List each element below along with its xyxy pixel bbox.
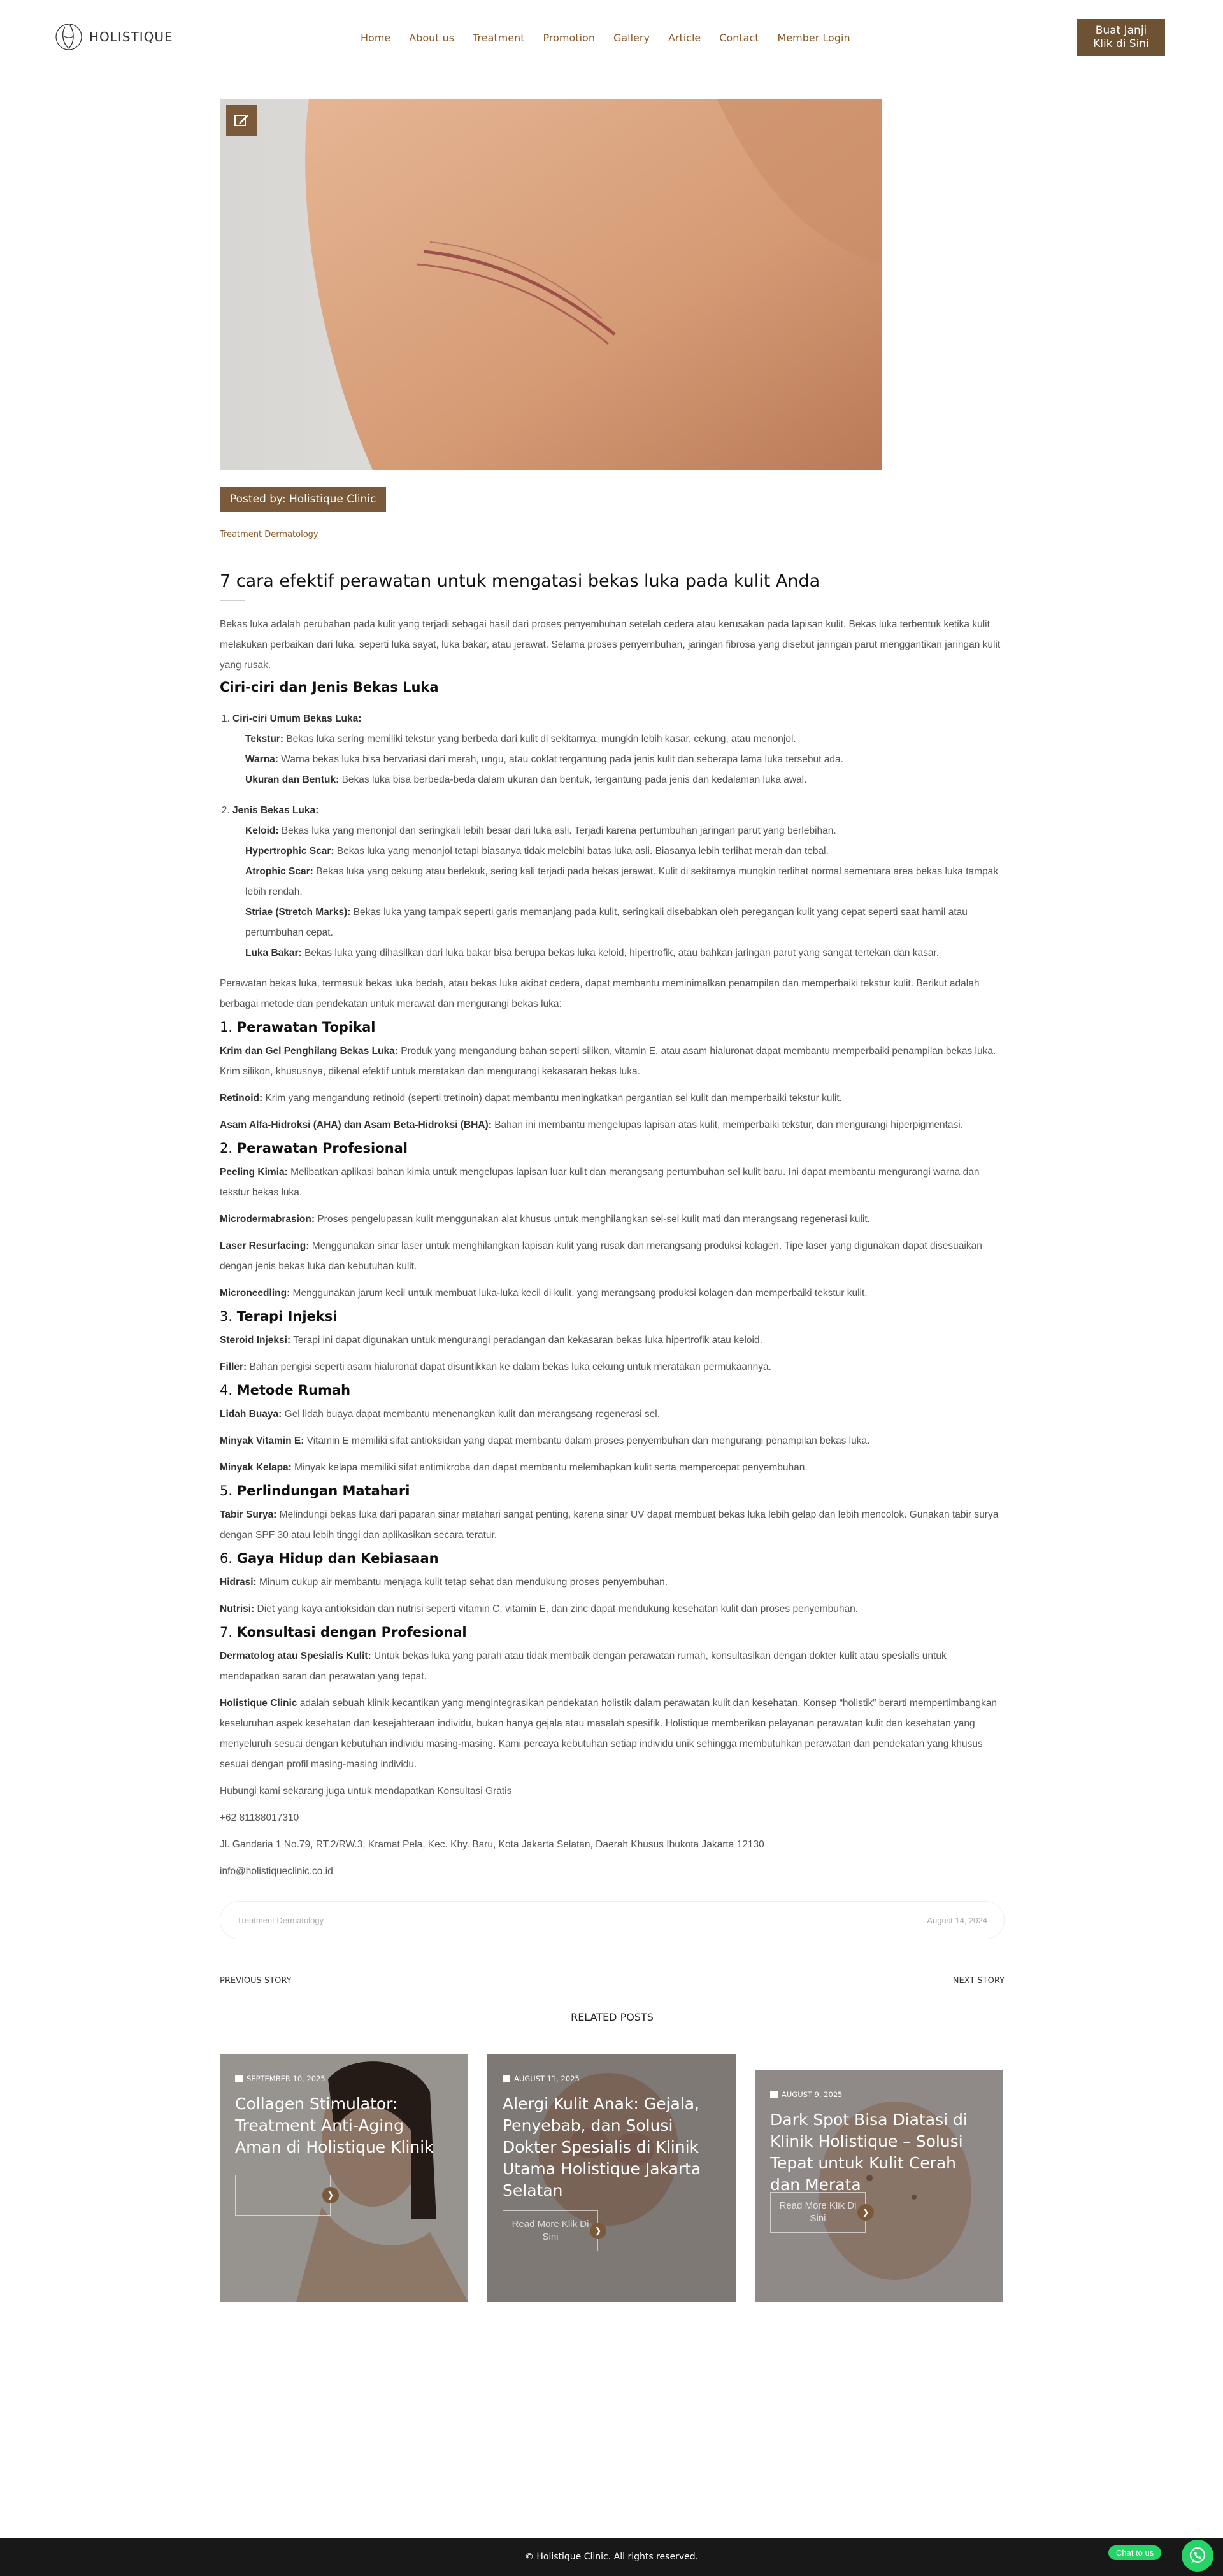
section-heading: 7. Konsultasi dengan Profesional xyxy=(220,1625,467,1640)
site-header xyxy=(0,0,1223,76)
term-text: Bekas luka yang dihasilkan dari luka bakar bisa berupa bekas luka keloid, hipertrofik, atau bahkan jaringan parut yang sangat tertekan dan kasar. xyxy=(301,948,940,958)
nav-gallery[interactable]: Gallery xyxy=(613,32,650,44)
method-item: Asam Alfa-Hidroksi (AHA) dan Asam Beta-Hidroksi (BHA): Bahan ini membantu mengelupas lapisan atas kulit, memperbaiki tekstur, dan mengurangi hiperpigmentasi. xyxy=(220,1120,964,1130)
story-navigation xyxy=(220,1976,1005,1986)
scar-photo xyxy=(220,99,882,470)
card-title[interactable]: Dark Spot Bisa Diatasi di Klinik Holistique – Solusi Tepat untuk Kulit Cerah dan Merata xyxy=(770,2110,968,2194)
previous-story-link[interactable]: PREVIOUS STORY xyxy=(220,1976,292,1986)
term: Hypertrophic Scar: xyxy=(245,846,334,857)
chat-label[interactable]: Chat to us xyxy=(1108,2545,1161,2560)
section-heading: 2. Perawatan Profesional xyxy=(220,1141,408,1156)
section-heading: 4. Metode Rumah xyxy=(220,1383,351,1398)
term-text: Bekas luka yang menonjol dan seringkali lebih besar dari luka asli. Terjadi karena pertumbuhan jaringan parut yang berlebihan. xyxy=(278,825,836,836)
logo[interactable] xyxy=(55,18,173,56)
method-item: Lidah Buaya: Gel lidah buaya dapat membantu menenangkan kulit dan merangsang regenerasi sel. xyxy=(220,1409,661,1420)
category-link[interactable]: Treatment Dermatology xyxy=(220,530,318,539)
meta-category[interactable]: Treatment Dermatology xyxy=(237,1915,324,1925)
term-text: Warna bekas luka bisa bervariasi dari merah, ungu, atau coklat tergantung pada jenis kulit dan seberapa lama luka tersebut ada. xyxy=(278,754,843,765)
related-card[interactable] xyxy=(487,2054,736,2302)
card-date: AUGUST 9, 2025 xyxy=(770,2090,843,2099)
card-date: AUGUST 11, 2025 xyxy=(503,2074,580,2083)
method-item: Minyak Vitamin E: Vitamin E memiliki sifat antioksidan yang dapat membantu dalam proses penyembuhan dan mengurangi penampilan bekas luka. xyxy=(220,1435,870,1446)
list-item xyxy=(232,801,1005,964)
method-item: Minyak Kelapa: Minyak kelapa memiliki sifat antimikroba dan dapat membantu melembapkan kulit serta mempercepat penyembuhan. xyxy=(220,1462,808,1473)
term-text: Bekas luka bisa berbeda-beda dalam ukuran dan bentuk, tergantung pada jenis dan kedalaman luka awal. xyxy=(339,774,807,785)
nav-treatment[interactable]: Treatment xyxy=(473,32,525,44)
section-heading: 6. Gaya Hidup dan Kebiasaan xyxy=(220,1551,439,1566)
nav-promotion[interactable]: Promotion xyxy=(543,32,595,44)
characteristics-list xyxy=(232,709,1005,964)
card-title[interactable]: Collagen Stimulator: Treatment Anti-Aging Aman di Holistique Klinik xyxy=(235,2095,434,2156)
nav-home[interactable]: Home xyxy=(361,32,391,44)
address-link[interactable]: Jl. Gandaria 1 No.79, RT.2/RW.3, Kramat Pela, Kec. Kby. Baru, Kota Jakarta Selatan, Daerah Khusus Ibukota Jakarta 12130 xyxy=(220,1839,764,1850)
read-more-button[interactable]: Read More Klik Di Sini ❯ xyxy=(770,2192,866,2233)
meta-date: August 14, 2024 xyxy=(927,1915,987,1925)
appointment-button-line1: Buat Janji xyxy=(1095,24,1147,37)
term-text: Bekas luka yang menonjol tetapi biasanya tidak melebihi batas luka asli. Biasanya lebih terlihat merah dan tebal. xyxy=(334,846,829,857)
phone-number[interactable]: +62 81188017310 xyxy=(220,1812,299,1823)
term: Striae (Stretch Marks): xyxy=(245,907,351,918)
list-title: Jenis Bekas Luka: xyxy=(232,805,319,816)
nav-about-us[interactable]: About us xyxy=(409,32,455,44)
related-posts-title: RELATED POSTS xyxy=(571,2011,654,2023)
email-link[interactable]: info@holistiqueclinic.co.id xyxy=(220,1866,333,1877)
method-item: Retinoid: Krim yang mengandung retinoid (seperti tretinoin) dapat membantu meningkatkan pergantian sel kulit dan memperbaiki tekstur kulit. xyxy=(220,1093,842,1104)
nav-contact[interactable]: Contact xyxy=(719,32,759,44)
arrow-right-icon: ❯ xyxy=(857,2204,874,2221)
appointment-button[interactable] xyxy=(1077,19,1165,56)
read-more-button[interactable]: Read More Klik Di Sini ❯ xyxy=(503,2210,598,2251)
method-item: Filler: Bahan pengisi seperti asam hialuronat dapat disuntikkan ke dalam bekas luka cekung untuk meratakan permukaannya. xyxy=(220,1362,771,1372)
next-story-link[interactable]: NEXT STORY xyxy=(952,1976,1005,1986)
section-heading-ciri: Ciri-ciri dan Jenis Bekas Luka xyxy=(220,680,439,695)
method-item: Peeling Kimia: Melibatkan aplikasi bahan kimia untuk mengelupas lapisan luar kulit dan merangsang pertumbuhan sel kulit baru. Ini dapat membantu mengurangi warna dan tekstur bekas luka. xyxy=(220,1167,980,1198)
article xyxy=(220,99,1005,2342)
term: Warna: xyxy=(245,754,278,765)
read-more-button[interactable] xyxy=(235,2175,334,2216)
term: Luka Bakar: xyxy=(245,948,302,958)
related-posts xyxy=(220,2054,1005,2309)
logo-icon xyxy=(55,18,83,56)
calendar-icon xyxy=(770,2091,778,2098)
term-text: Bekas luka sering memiliki tekstur yang berbeda dari kulit di sekitarnya, mungkin lebih kasar, cekung, atau menonjol. xyxy=(283,734,796,744)
section-heading: 5. Perlindungan Matahari xyxy=(220,1483,410,1498)
calendar-icon xyxy=(235,2075,243,2082)
arrow-right-icon: ❯ xyxy=(590,2223,606,2239)
whatsapp-icon xyxy=(1188,2546,1207,2565)
term: Keloid: xyxy=(245,825,279,836)
method-item: Laser Resurfacing: Menggunakan sinar laser untuk menghilangkan lapisan kulit yang rusak dan merangsang produksi kolagen. Tipe laser yang digunakan dapat disesuaikan dengan jenis bekas luka dan kebutuhan kulit. xyxy=(220,1241,982,1272)
posted-by-badge: Posted by: Holistique Clinic xyxy=(220,487,386,512)
main-nav xyxy=(361,32,869,44)
whatsapp-button[interactable] xyxy=(1182,2540,1213,2572)
site-footer xyxy=(0,2538,1223,2576)
copyright-text: © Holistique Clinic. All rights reserved. xyxy=(524,2552,699,2562)
card-title[interactable]: Alergi Kulit Anak: Gejala, Penyebab, dan Solusi Dokter Spesialis di Klinik Utama Holistique Jakarta Selatan xyxy=(503,2095,701,2200)
method-item: Krim dan Gel Penghilang Bekas Luka: Produk yang mengandung bahan seperti silikon, vitamin E, atau asam hialuronat dapat membantu memperbaiki penampilan bekas luka. Krim silikon, khususnya, dikenal efektif untuk meratakan dan mengurangi kekasaran bekas luka. xyxy=(220,1046,996,1077)
method-item: Nutrisi: Diet yang kaya antioksidan dan nutrisi seperti vitamin C, vitamin E, dan zinc dapat mendukung kesehatan kulit dan proses penyembuhan. xyxy=(220,1604,859,1614)
term: Atrophic Scar: xyxy=(245,866,313,877)
method-item: Hidrasi: Minum cukup air membantu menjaga kulit tetap sehat dan mendukung proses penyembuhan. xyxy=(220,1577,668,1588)
intro-paragraph: Bekas luka adalah perubahan pada kulit yang terjadi sebagai hasil dari proses penyembuhan setelah cedera atau kerusakan pada lapisan kulit. Bekas luka terbentuk ketika kulit melakukan perbaikan dari luka, seperti luka sayat, luka bakar, atau jerawat. Selama proses penyembuhan, jaringan fibrosa yang disebut jaringan parut menggantikan jaringan kulit yang rusak. xyxy=(220,619,1001,671)
list-item xyxy=(232,709,1005,790)
hero-image xyxy=(220,99,882,470)
arrow-right-icon: ❯ xyxy=(322,2187,339,2203)
edit-icon[interactable] xyxy=(226,105,257,136)
related-card[interactable] xyxy=(220,2054,468,2302)
section-heading: 1. Perawatan Topikal xyxy=(220,1020,376,1035)
method-item: Steroid Injeksi: Terapi ini dapat digunakan untuk mengurangi peradangan dan kekasaran bekas luka hipertrofik atau keloid. xyxy=(220,1335,762,1346)
term: Ukuran dan Bentuk: xyxy=(245,774,340,785)
related-card[interactable] xyxy=(755,2070,1003,2302)
logo-text: HOLISTIQUE xyxy=(89,29,173,45)
post-meta-bar xyxy=(220,1901,1005,1939)
nav-article[interactable]: Article xyxy=(668,32,701,44)
term-text: Bekas luka yang tampak seperti garis memanjang pada kulit, seringkali disebabkan oleh peregangan kulit yang cepat seperti saat hamil atau pertumbuhan cepat. xyxy=(245,907,968,938)
calendar-icon xyxy=(503,2075,510,2082)
methods-intro: Perawatan bekas luka, termasuk bekas luka bedah, atau bekas luka akibat cedera, dapat membantu meminimalkan penampilan dan memperbaiki tekstur kulit. Berikut adalah berbagai metode dan pendekatan untuk merawat dan mengurangi bekas luka: xyxy=(220,978,980,1009)
list-title: Ciri-ciri Umum Bekas Luka: xyxy=(232,713,362,724)
method-item: Microdermabrasion: Proses pengelupasan kulit menggunakan alat khusus untuk menghilangkan sel-sel kulit mati dan merangsang regenerasi kulit. xyxy=(220,1214,870,1225)
method-item: Tabir Surya: Melindungi bekas luka dari paparan sinar matahari sangat penting, karena sinar UV dapat membuat bekas luka lebih gelap dan lebih mencolok. Gunakan tabir surya dengan SPF 30 atau lebih tinggi dan aplikasikan secara teratur. xyxy=(220,1509,999,1541)
method-item: Microneedling: Menggunakan jarum kecil untuk membuat luka-luka kecil di kulit, yang merangsang produksi kolagen dan memperbaiki tekstur kulit. xyxy=(220,1288,868,1299)
term-text: Bekas luka yang cekung atau berlekuk, sering kali terjadi pada bekas jerawat. Kulit di sekitarnya mungkin terlihat normal sementara area bekas luka tampak lebih rendah. xyxy=(245,866,999,897)
contact-lead: Hubungi kami sekarang juga untuk mendapatkan Konsultasi Gratis xyxy=(220,1786,512,1797)
appointment-button-line2: Klik di Sini xyxy=(1093,38,1149,50)
title-divider xyxy=(220,600,245,601)
term: Tekstur: xyxy=(245,734,284,744)
about-paragraph: Holistique Clinic adalah sebuah klinik kecantikan yang mengintegrasikan pendekatan holistik dalam perawatan kulit dan kesehatan. Konsep “holistik” berarti mempertimbangkan keseluruhan aspek kesehatan dan kesejahteraan individu, bukan hanya gejala atau masalah spesifik. Holistique memberikan pelayanan perawatan kulit dan kesehatan yang menyeluruh sesuai dengan kebutuhan individu masing-masing. Kami percaya kebutuhan setiap individu unik sehingga membutuhkan perawatan dan pendekatan yang khusus sesuai dengan profil masing-masing individu. xyxy=(220,1698,997,1770)
page-title: 7 cara efektif perawatan untuk mengatasi bekas luka pada kulit Anda xyxy=(220,571,820,591)
method-item: Dermatolog atau Spesialis Kulit: Untuk bekas luka yang parah atau tidak membaik dengan perawatan rumah, konsultasikan dengan dokter kulit atau spesialis untuk mendapatkan saran dan perawatan yang tepat. xyxy=(220,1651,947,1682)
nav-member-login[interactable]: Member Login xyxy=(777,32,850,44)
section-heading: 3. Terapi Injeksi xyxy=(220,1309,338,1324)
card-date: SEPTEMBER 10, 2025 xyxy=(235,2074,325,2083)
